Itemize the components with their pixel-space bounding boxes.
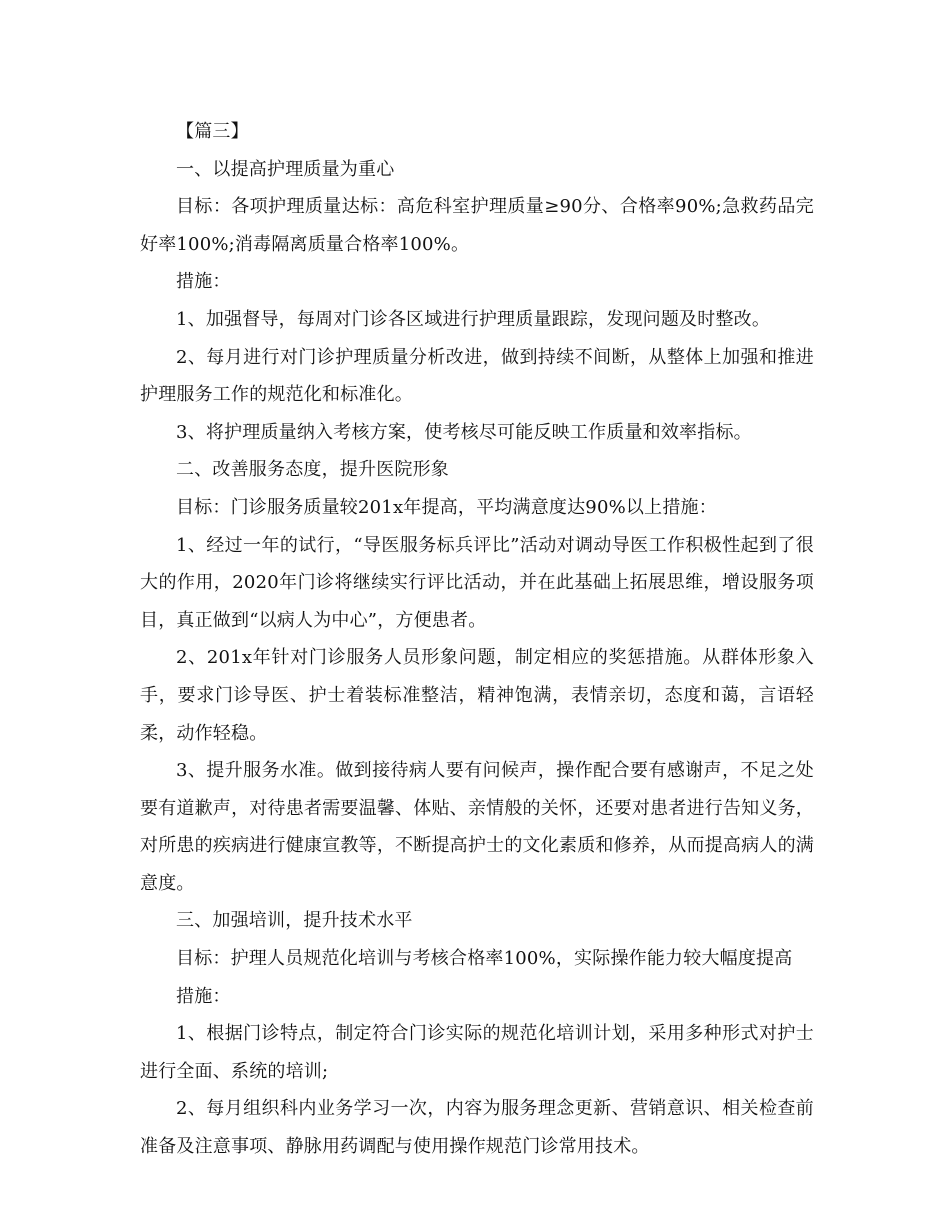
section-1-measure-2: 2、每月进行对门诊护理质量分析改进，做到持续不间断，从整体上加强和推进护理服务工作的规范化和标准化。 (140, 346, 814, 406)
section-1-measure-3: 3、将护理质量纳入考核方案，使考核尽可能反映工作质量和效率指标。 (176, 421, 752, 443)
section-3-measure-1: 1、根据门诊特点，制定符合门诊实际的规范化培训计划，采用多种形式对护士进行全面、系统的培训; (140, 1023, 814, 1082)
section-2-measure-2: 2、201x年针对门诊服务人员形象问题，制定相应的奖惩措施。从群体形象入手，要求门诊导医、护士着装标准整洁，精神饱满，表情亲切，态度和蔼，言语轻柔，动作轻稳。 (140, 647, 814, 744)
section-1-measures-label: 措施： (176, 271, 231, 293)
section-1-measure-1: 1、加强督导，每周对门诊各区域进行护理质量跟踪，发现问题及时整改。 (176, 308, 771, 330)
section-2-measure-3: 3、提升服务水准。做到接待病人要有问候声，操作配合要有感谢声，不足之处要有道歉声，对待患者需要温馨、体贴、亲情般的关怀，还要对患者进行告知义务，对所患的疾病进行健康宣教等，不断提高护士的文化素质和修养，从而提高病人的满意度。 (140, 760, 814, 894)
section-3-measures-label: 措施： (176, 985, 231, 1007)
section-2-measure-1: 1、经过一年的试行，“导医服务标兵评比”活动对调动导医工作积极性起到了很大的作用，2020年门诊将继续实行评比活动，并在此基础上拓展思维，增设服务项目，真正做到“以病人为中心”，方便患者。 (140, 534, 814, 631)
section-3-goal: 目标：护理人员规范化培训与考核合格率100%，实际操作能力较大幅度提高 (176, 948, 793, 970)
section-heading-3: 三、加强培训，提升技术水平 (176, 910, 413, 932)
section-heading-2: 二、改善服务态度，提升医院形象 (176, 459, 449, 481)
section-1-goal: 目标：各项护理质量达标：高危科室护理质量≥90分、合格率90%;急救药品完好率100%;消毒隔离质量合格率100%。 (140, 196, 814, 255)
part-heading: 【篇三】 (176, 121, 249, 142)
section-3-measure-2: 2、每月组织科内业务学习一次，内容为服务理念更新、营销意识、相关检查前准备及注意事项、静脉用药调配与使用操作规范门诊常用技术。 (140, 1098, 814, 1158)
section-2-goal: 目标：门诊服务质量较201x年提高，平均满意度达90%以上措施： (176, 496, 717, 518)
section-heading-1: 一、以提高护理质量为重心 (176, 158, 395, 180)
document-body (140, 113, 814, 1166)
